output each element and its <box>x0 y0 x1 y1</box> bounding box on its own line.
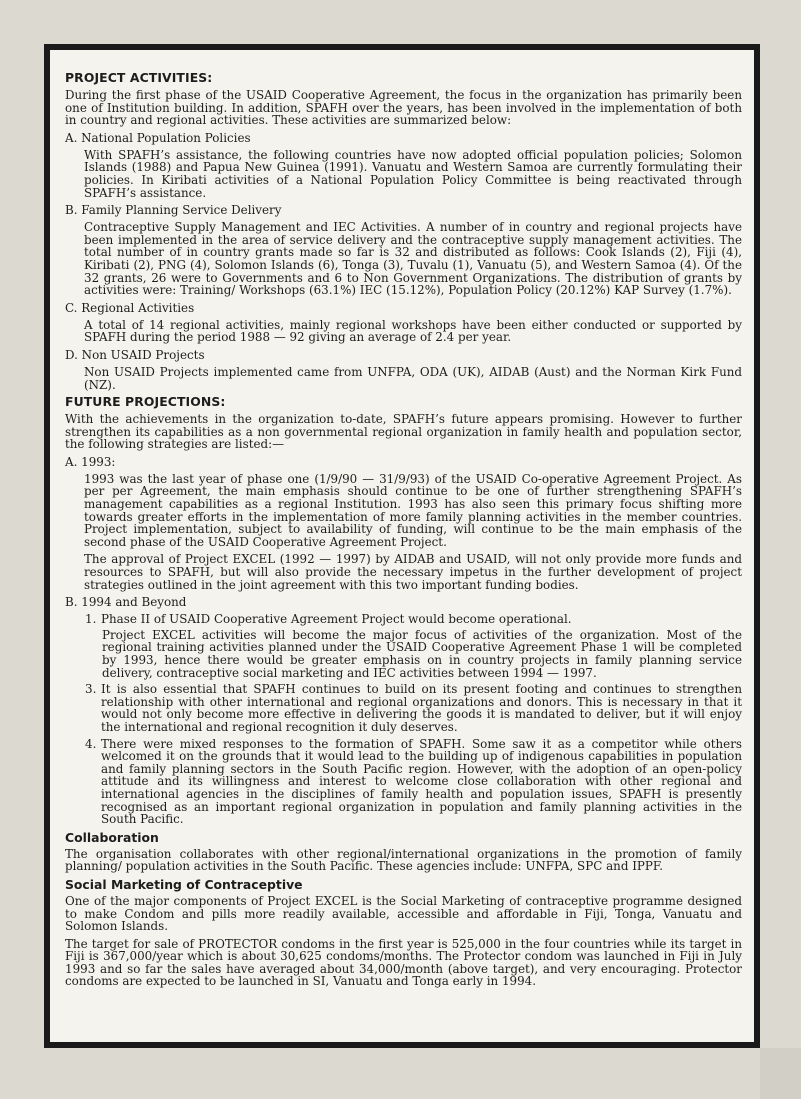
section-d-title: D. Non USAID Projects <box>65 347 205 362</box>
section-a-title: A. National Population Policies <box>65 130 251 145</box>
future-a-title: A. 1993: <box>65 454 116 469</box>
section-b-title: B. Family Planning Service Delivery <box>65 203 282 218</box>
future-projections-heading: FUTURE PROJECTIONS: <box>65 394 226 410</box>
section-c-body: A total of 14 regional activities, mainly regional workshops have been either conducted or supported by SPAFH during the period 1988 — 92 giving an average of 2.4 per year. <box>84 317 742 345</box>
item-number: 4. <box>85 736 97 751</box>
future-a-body-1: 1993 was the last year of phase one (1/9/90 — 31/9/93) of the USAID Co-operative Agreement Project. As per per Agreement, the main emphasis should continue to be one of further strengthening SPAFH’s management capabilities as a regional Institution. 1993 has also seen this primary focus shifting more towards greater efforts in the implementation of more family planning activities in the member countries. Project implementation, subject to availability of funding, will continue to be the main emphasis of the second phase of the USAID Cooperative Agreement Project. <box>84 471 742 549</box>
numbered-item-4 <box>85 738 742 826</box>
section-b-body: Contraceptive Supply Management and IEC Activities. A number of in country and regional projects have been implemented in the area of service delivery and the contraceptive supply management activities. The total number of in country grants made so far is 32 and distributed as follows: Cook Islands (2), Fiji (4), Kiribati (2), PNG (4), Solomon Islands (6), Tonga (3), Tuvalu (1), Vanuatu (5), and Western Samoa (4). Of the 32 grants, 26 were to Governments and 6 to Non Government Organizations. The distribution of grants by activities were: Training/ Workshops (63.1%) IEC (15.12%), Population Policy (20.12%) KAP Survey (1.7%). <box>84 220 742 298</box>
future-projections-intro: With the achievements in the organization to-date, SPAFH’s future appears promising. However to further strengthen its capabilities as a non governmental regional organization in family health and population sector, the following strategies are listed:— <box>65 412 742 452</box>
social-marketing-body-1: One of the major components of Project EXCEL is the Social Marketing of contraceptive programme designed to make Condom and pills more readily available, accessible and affordable in Fiji, Tonga, Vanuatu and Solomon Islands. <box>65 893 742 934</box>
project-activities-intro: During the first phase of the USAID Cooperative Agreement, the focus in the organization has primarily been one of Institution building. In addition, SPAFH over the years, has been involved in the implementation of both in country and regional activities. These activities are summarized below: <box>65 88 742 128</box>
project-activities-heading: PROJECT ACTIVITIES: <box>65 70 213 85</box>
item-number: 3. <box>85 682 97 697</box>
item-1-body: Project EXCEL activities will become the major focus of activities of the organization. Most of the regional training activities planned under the USAID Cooperative Agreement Phase 1 will be completed by 1993, hence there would be greater emphasis on in country projects in family planning service delivery, contraceptive social marketing and IEC activities between 1994 — 1997. <box>102 627 742 680</box>
collaboration-heading: Collaboration <box>65 829 159 845</box>
page-shadow <box>760 1048 801 1099</box>
section-d-body: Non USAID Projects implemented came from UNFPA, ODA (UK), AIDAB (Aust) and the Norman Kirk Fund (NZ). <box>84 364 742 392</box>
item-3-body: It is also essential that SPAFH continues to build on its present footing and continues to strengthen relationship with other international and regional organizations and donors. This is necessary in that it would not only become more effective in delivering the goods it is mandated to deliver, but it will enjoy the international and regional recognition it duly deserves. <box>101 682 742 734</box>
section-c-title: C. Regional Activities <box>65 300 195 315</box>
item-number: 1. <box>85 612 97 627</box>
numbered-item-3 <box>85 683 742 733</box>
future-a-body-2: The approval of Project EXCEL (1992 — 1997) by AIDAB and USAID, will not only provide more funds and resources to SPAFH, but will also provide the necessary impetus in the further development of project strategies outlined in the joint agreement with this two important funding bodies. <box>84 552 742 592</box>
social-marketing-body-2: The target for sale of PROTECTOR condoms in the first year is 525,000 in the four countries while its target in Fiji is 367,000/year which is about 30,625 condoms/months. The Protector condom was launched in Fiji in July 1993 and so far the sales have averaged about 34,000/month (above target), and very encouraging. Protector condoms are expected to be launched in SI, Vanuatu and Tonga early in 1994. <box>65 936 742 989</box>
future-b-title: B. 1994 and Beyond <box>65 595 187 610</box>
social-marketing-heading: Social Marketing of Contraceptive <box>65 876 303 892</box>
collaboration-body: The organisation collaborates with other regional/international organizations in the promotion of family planning/ population activities in the South Pacific. These agencies include: UNFPA, SPC and IPPF. <box>65 846 742 874</box>
item-4-body: There were mixed responses to the formation of SPAFH. Some saw it as a competitor while others welcomed it on the grounds that it would lead to the building up of indigenous capabilities in population and family planning sectors in the South Pacific region. However, with the adoption of an open-policy attitude and its willingness and interest to welcome close collaboration with other regional and international agencies in the disciplines of family health and population issues, SPAFH is presently recognised as an important regional organization in population and family planning activities in the South Pacific. <box>101 736 742 827</box>
item-1-title: Phase II of USAID Cooperative Agreement Project would become operational. <box>101 612 572 627</box>
document-frame <box>44 44 760 1048</box>
numbered-item-1 <box>85 613 742 626</box>
section-a-body: With SPAFH’s assistance, the following countries have now adopted official population policies; Solomon Islands (1988) and Papua New Guinea (1991). Vanuatu and Western Samoa are currently formulating their policies. In Kiribati activities of a National Population Policy Committee is being reactivated through SPAFH’s assistance. <box>84 147 742 200</box>
